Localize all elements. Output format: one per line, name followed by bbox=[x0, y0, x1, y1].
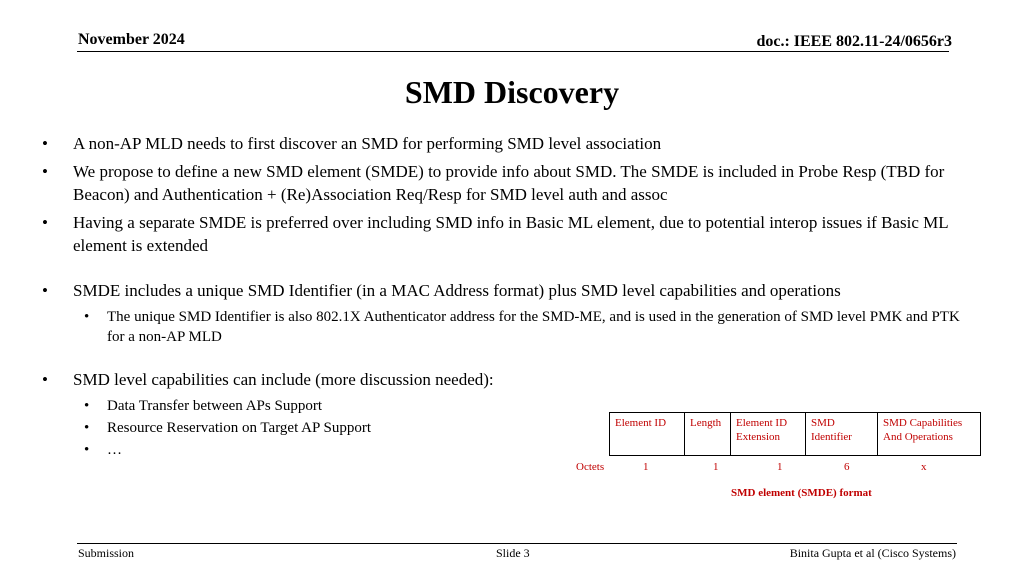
table-cell-length: Length bbox=[685, 413, 731, 456]
header-doc-id: doc.: IEEE 802.11-24/0656r3 bbox=[756, 33, 952, 50]
octets-label: Octets bbox=[576, 461, 605, 473]
bullet-item bbox=[42, 211, 977, 257]
octet-value: 6 bbox=[844, 461, 850, 473]
bullet-glyph: • bbox=[42, 213, 48, 232]
octet-value: 1 bbox=[777, 461, 783, 473]
footer-divider bbox=[77, 543, 957, 544]
slide-title: SMD Discovery bbox=[404, 74, 620, 110]
bullet-glyph: • bbox=[84, 398, 90, 414]
smde-format-table bbox=[609, 412, 981, 456]
octet-value: 1 bbox=[713, 461, 719, 473]
bullet-text: SMD level capabilities can include (more discussion needed): bbox=[73, 370, 494, 389]
bullet-glyph: • bbox=[42, 281, 48, 300]
table-cell-element-id: Element ID bbox=[610, 413, 685, 456]
bullet-text: SMDE includes a unique SMD Identifier (in a MAC Address format) plus SMD level capabilities and operations bbox=[73, 281, 841, 300]
bullet-list bbox=[42, 132, 977, 460]
bullet-item bbox=[42, 132, 977, 155]
bullet-glyph: • bbox=[84, 309, 90, 325]
table-caption: SMD element (SMDE) format bbox=[731, 487, 872, 499]
table-row bbox=[610, 413, 981, 456]
header-divider bbox=[77, 51, 949, 52]
sub-bullet-item bbox=[42, 307, 977, 347]
sub-bullet-text: Resource Reservation on Target AP Support bbox=[107, 420, 372, 436]
table-cell-smd-capabilities: SMD Capabilities And Operations bbox=[878, 413, 981, 456]
header-date: November 2024 bbox=[78, 31, 185, 48]
footer-slide-number: Slide 3 bbox=[496, 546, 530, 560]
bullet-glyph: • bbox=[42, 162, 48, 181]
bullet-glyph: • bbox=[84, 420, 90, 436]
bullet-glyph: • bbox=[42, 134, 48, 153]
bullet-glyph: • bbox=[84, 442, 90, 458]
footer-left: Submission bbox=[78, 546, 135, 560]
sub-bullet-text: The unique SMD Identifier is also 802.1X Authenticator address for the SMD-ME, and is used in the generation of SMD level PMK and PTK for a non-AP MLD bbox=[107, 309, 960, 345]
table-cell-element-id-extension: Element ID Extension bbox=[731, 413, 806, 456]
octet-value: x bbox=[921, 461, 927, 473]
bullet-item bbox=[42, 160, 977, 206]
table-cell-smd-identifier: SMD Identifier bbox=[806, 413, 878, 456]
bullet-glyph: • bbox=[42, 370, 48, 389]
footer-author: Binita Gupta et al (Cisco Systems) bbox=[789, 546, 956, 560]
bullet-item bbox=[42, 279, 977, 302]
bullet-text: We propose to define a new SMD element (SMDE) to provide info about SMD. The SMDE is included in Probe Resp (TBD for Beacon) and Authentication + (Re)Association Req/Resp for SMD level auth and assoc bbox=[73, 162, 945, 204]
bullet-text: Having a separate SMDE is preferred over including SMD info in Basic ML element, due to potential interop issues if Basic ML element is extended bbox=[73, 213, 948, 255]
bullet-item bbox=[42, 368, 977, 391]
octet-value: 1 bbox=[643, 461, 649, 473]
sub-bullet-text: Data Transfer between APs Support bbox=[107, 398, 322, 414]
bullet-text: A non-AP MLD needs to first discover an SMD for performing SMD level association bbox=[73, 134, 662, 153]
sub-bullet-text: … bbox=[107, 442, 122, 458]
